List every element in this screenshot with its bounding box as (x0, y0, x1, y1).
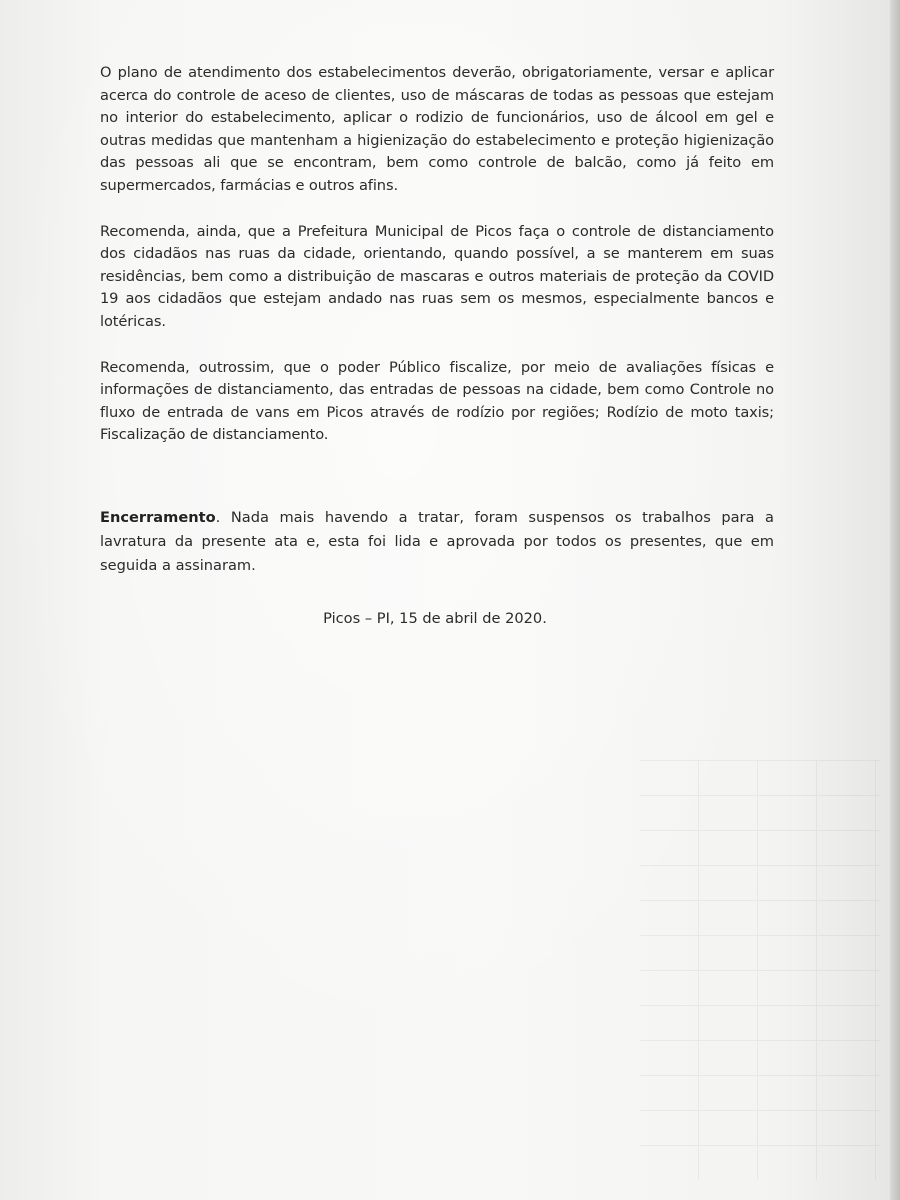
paragraph-public-inspection: Recomenda, outrossim, que o poder Público fiscalize, por meio de avaliações físicas e informações de distanciamento, das entradas de pessoas na cidade, bem como Controle no fluxo de entrada de vans em Picos através de rodízio por regiões; Rodízio de moto taxis; Fiscalização de distanciamento. (100, 358, 774, 444)
paper-edge (890, 0, 900, 1200)
closing-paragraph (100, 506, 774, 578)
show-through-texture (640, 760, 880, 1180)
closing-label: Encerramento (100, 509, 216, 526)
paragraph-city-distancing: Recomenda, ainda, que a Prefeitura Municipal de Picos faça o controle de distanciamento dos cidadãos nas ruas da cidade, orientando, quando possível, a se manterem em suas residências, bem como a distribuição de mascaras e outros materiais de proteção da COVID 19 aos cidadãos que estejam andado nas ruas sem os mesmos, especialmente bancos e lotéricas. (100, 222, 774, 330)
place-and-date: Picos – PI, 15 de abril de 2020. (323, 610, 547, 627)
body-text (100, 62, 774, 447)
closing-text: . Nada mais havendo a tratar, foram suspensos os trabalhos para a lavratura da presente ata e, esta foi lida e aprovada por todos os presentes, que em seguida a assinaram. (100, 509, 774, 574)
paragraph-service-plan: O plano de atendimento dos estabelecimentos deverão, obrigatoriamente, versar e aplicar acerca do controle de aceso de clientes, uso de máscaras de todas as pessoas que estejam no interior do estabelecimento, aplicar o rodizio de funcionários, uso de álcool em gel e outras medidas que mantenham a higienização do estabelecimento e proteção higienização das pessoas ali que se encontram, bem como controle de balcão, como já feito em supermercados, farmácias e outros afins. (100, 64, 774, 194)
